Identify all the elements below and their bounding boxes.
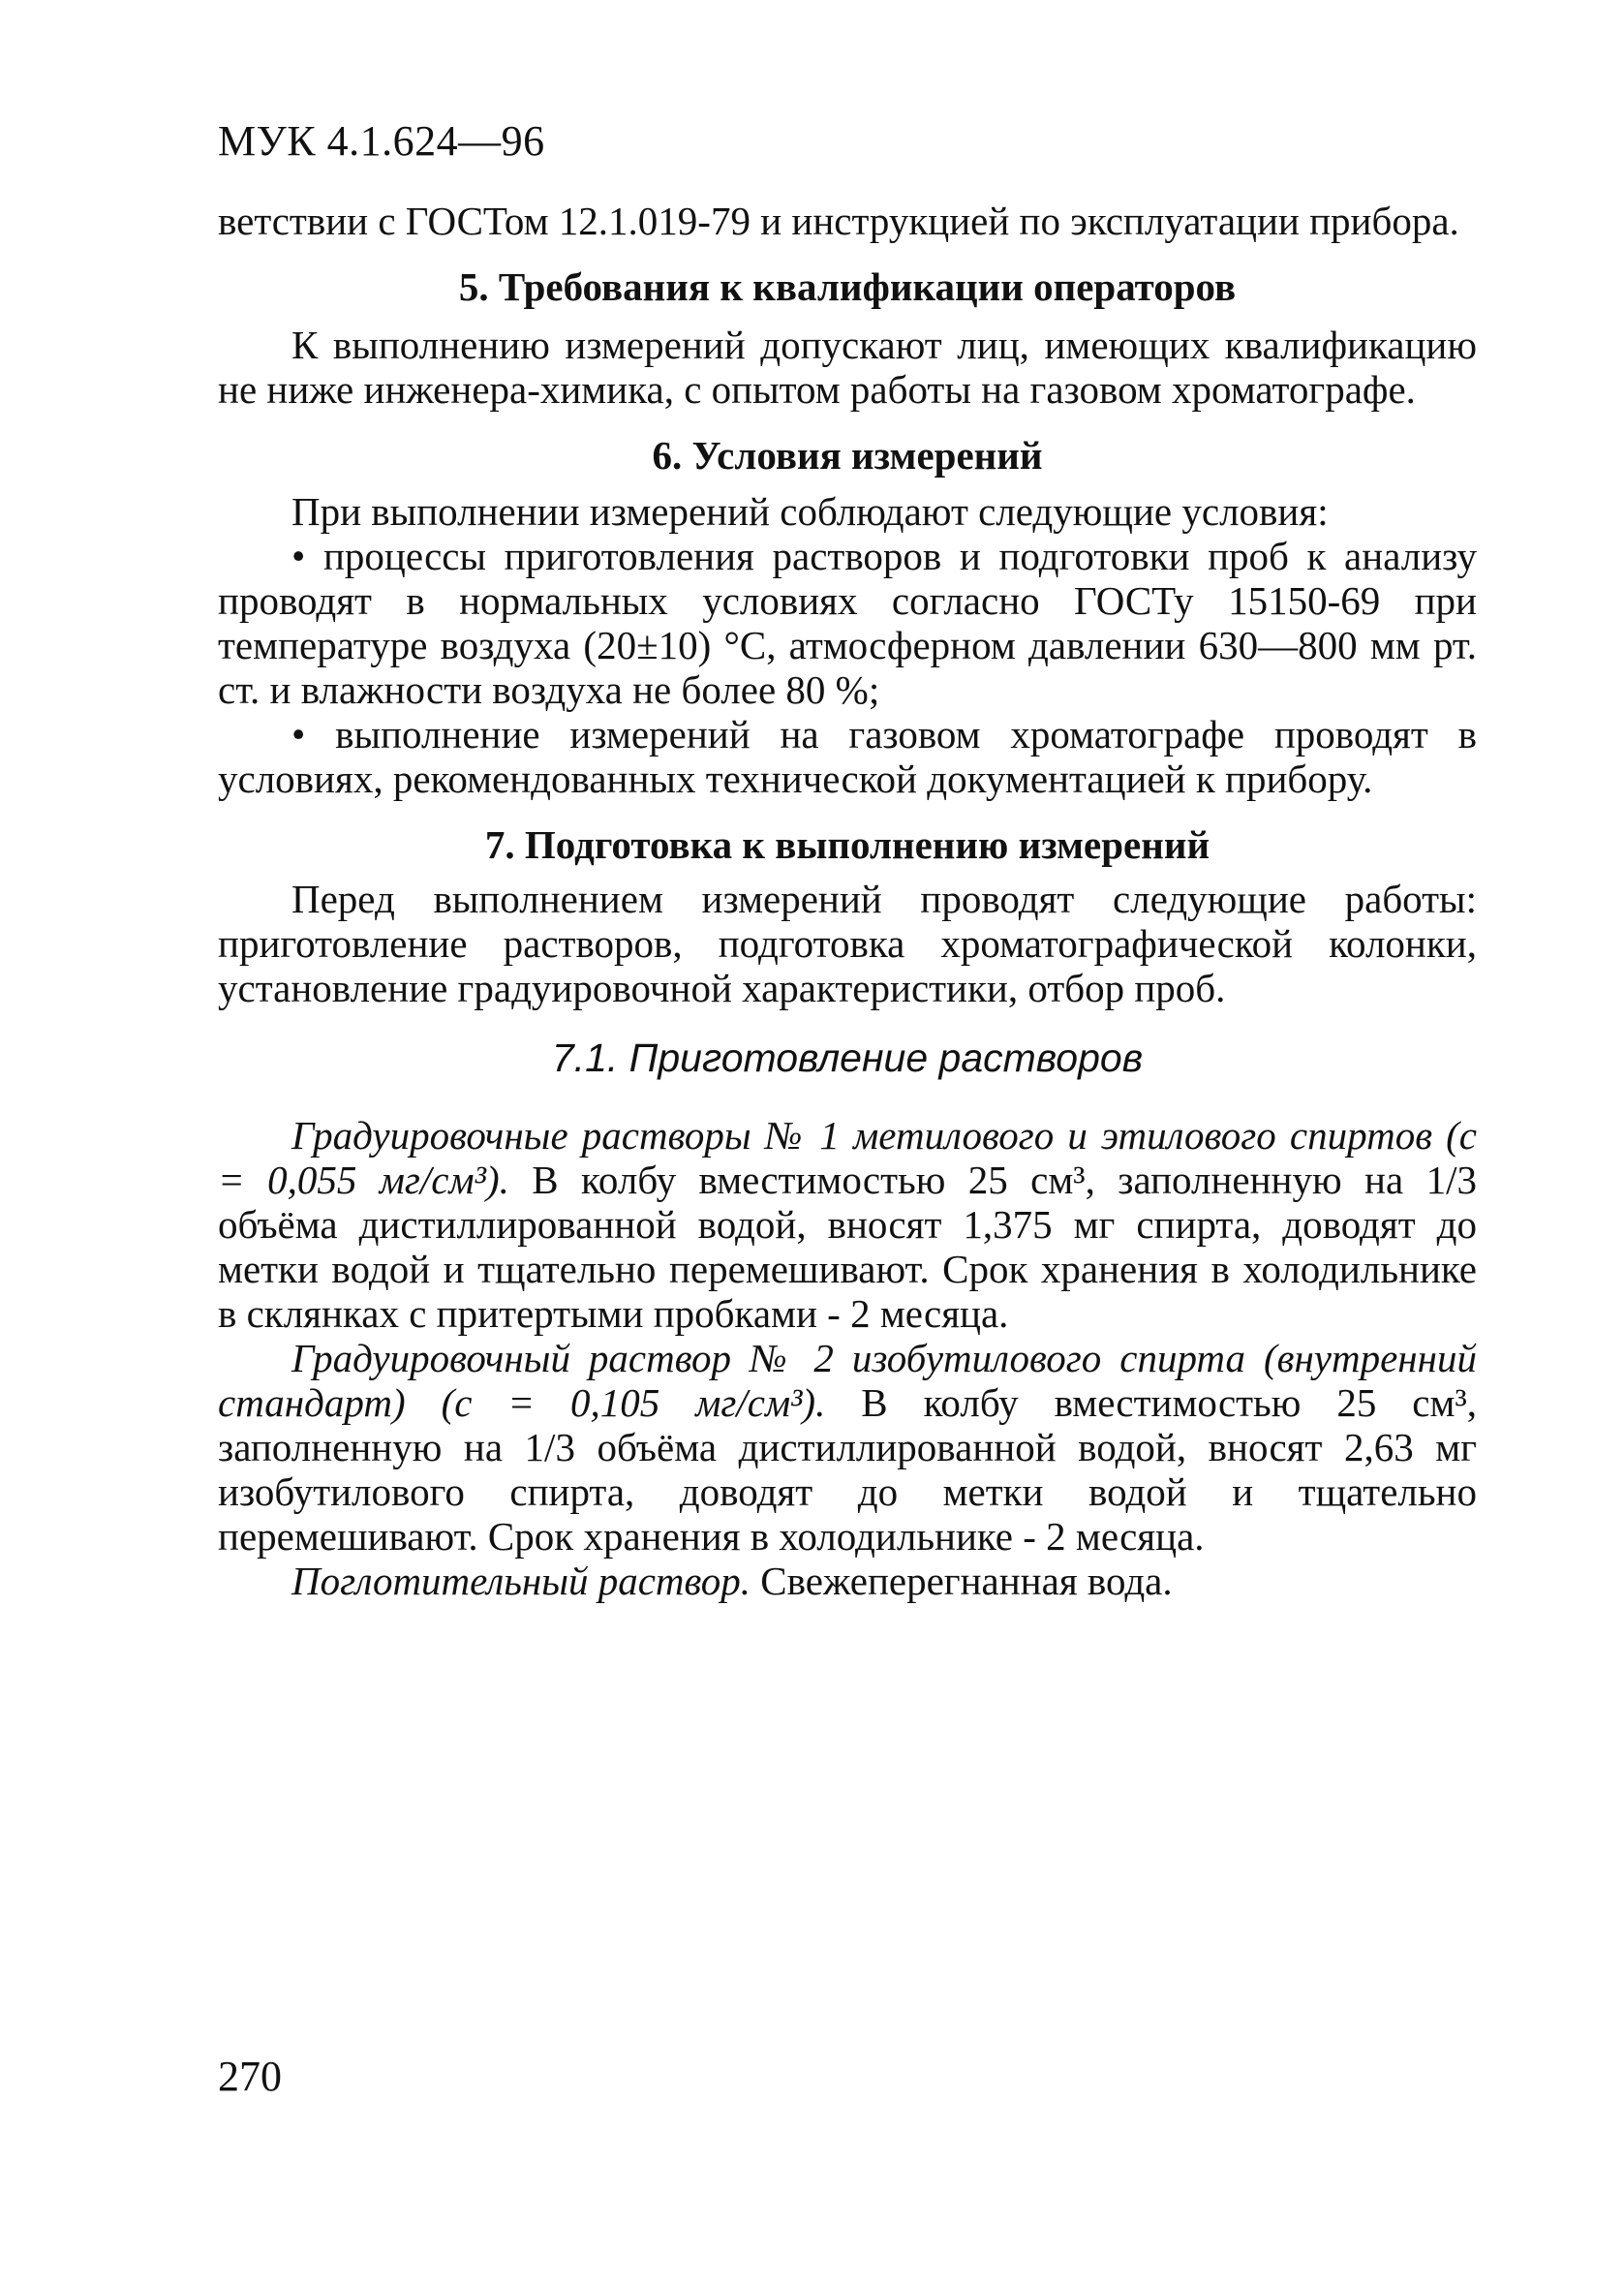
section-5-paragraph: К выполнению измерений допускают лиц, имеющих квалификацию не ниже инженера-химика, с опытом работы на газовом хроматографе. <box>218 323 1477 412</box>
document-code: МУК 4.1.624—96 <box>218 117 545 165</box>
section-7-heading: 7. Подготовка к выполнению измерений <box>484 822 1210 867</box>
section-5-heading: 5. Требования к квалификации операторов <box>458 264 1237 309</box>
section-6-bullet-item: • процессы приготовления растворов и подготовки проб к анализу проводят в нормальных условиях согласно ГОСТу 15150-69 при температуре воздуха (20±10) °С, атмосферном давлении 630—800 мм рт. ст. и влажности воздуха не более 80 %; <box>218 534 1477 712</box>
section-6-bullet-item: • выполнение измерений на газовом хроматографе проводят в условиях, рекомендованных технической документацией к прибору. <box>218 712 1477 801</box>
absorption-solution-paragraph <box>218 1559 1477 1603</box>
page-number: 270 <box>218 2053 282 2100</box>
absorption-solution-text: Свежеперегнанная вода. <box>751 1559 1173 1603</box>
page-body <box>218 199 1477 1603</box>
section-6-intro-paragraph: При выполнении измерений соблюдают следующие условия: <box>291 489 1329 534</box>
calibration-solution-1-text: В колбу вместимостью 25 см³, заполненную на 1/3 объёма дистиллированной водой, вносят 1,375 мг спирта, доводят до метки водой и тщательно перемешивают. Срок хранения в холодильнике в склянках с притертыми пробками - 2 месяца. <box>218 1158 1477 1336</box>
calibration-solution-1-paragraph <box>218 1113 1477 1336</box>
absorption-solution-title: Поглотительный раствор. <box>291 1559 751 1603</box>
calibration-solution-2-text: В колбу вместимостью 25 см³, заполненную на 1/3 объёма дистиллированной водой, вносят 2,63 мг изобутилового спирта, доводят до метки водой и тщательно перемешивают. Срок хранения в холодильнике - 2 месяца. <box>218 1380 1477 1559</box>
subsection-7-1-heading: 7.1. Приготовление растворов <box>551 1035 1144 1080</box>
section-6-heading: 6. Условия измерений <box>652 433 1043 478</box>
section-7-paragraph: Перед выполнением измерений проводят следующие работы: приготовление растворов, подготовка хроматографической колонки, установление градуировочной характеристики, отбор проб. <box>218 877 1477 1010</box>
calibration-solution-1-title: Градуировочные растворы № 1 метилового и этилового спиртов (с = 0,055 мг/см³). <box>218 1113 1477 1202</box>
calibration-solution-2-paragraph <box>218 1336 1477 1559</box>
calibration-solution-2-title: Градуировочный раствор № 2 изобутилового спирта (внутренний стандарт) (с = 0,105 мг/см³). <box>218 1336 1477 1425</box>
intro-continuation-paragraph: ветствии с ГОСТом 12.1.019-79 и инструкцией по эксплуатации прибора. <box>218 199 1459 243</box>
